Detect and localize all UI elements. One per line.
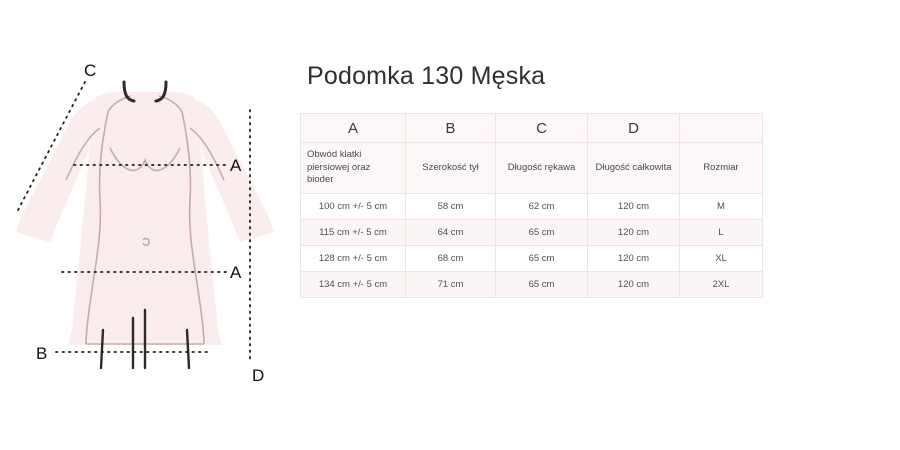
page-title: Podomka 130 Męska <box>307 62 546 90</box>
cell-total-length: 120 cm <box>588 272 680 298</box>
cell-back-width: 64 cm <box>406 220 496 246</box>
cell-back-width: 71 cm <box>406 272 496 298</box>
cell-size: 2XL <box>680 272 763 298</box>
cell-sleeve-length: 62 cm <box>496 194 588 220</box>
label-b-bottom: B <box>36 344 48 363</box>
cell-sleeve-length: 65 cm <box>496 220 588 246</box>
header-desc-size: Rozmiar <box>680 143 763 194</box>
label-a-chest: A <box>230 156 242 175</box>
label-a-hips: A <box>230 263 242 282</box>
label-c-top: C <box>84 61 97 80</box>
cell-back-width: 68 cm <box>406 246 496 272</box>
table-row <box>301 220 763 246</box>
cell-total-length: 120 cm <box>588 246 680 272</box>
garment-shape <box>16 92 274 345</box>
cell-chest: 128 cm +/- 5 cm <box>301 246 406 272</box>
header-desc-total-length: Długość całkowita <box>588 143 680 194</box>
table-row <box>301 194 763 220</box>
table-row <box>301 272 763 298</box>
label-d-right: D <box>252 366 265 385</box>
size-table <box>300 113 763 298</box>
cell-sleeve-length: 65 cm <box>496 272 588 298</box>
cell-size: M <box>680 194 763 220</box>
header-letter-d: D <box>588 114 680 143</box>
header-letter-b: B <box>406 114 496 143</box>
header-letter-e <box>680 114 763 143</box>
header-desc-sleeve-length: Długość rękawa <box>496 143 588 194</box>
cell-chest: 134 cm +/- 5 cm <box>301 272 406 298</box>
table-header-letters <box>301 114 763 143</box>
header-desc-back-width: Szerokość tył <box>406 143 496 194</box>
header-letter-c: C <box>496 114 588 143</box>
cell-back-width: 58 cm <box>406 194 496 220</box>
cell-size: XL <box>680 246 763 272</box>
table-row <box>301 246 763 272</box>
cell-chest: 115 cm +/- 5 cm <box>301 220 406 246</box>
table-header-descriptions <box>301 143 763 194</box>
header-letter-a: A <box>301 114 406 143</box>
cell-total-length: 120 cm <box>588 220 680 246</box>
cell-sleeve-length: 65 cm <box>496 246 588 272</box>
cell-total-length: 120 cm <box>588 194 680 220</box>
cell-size: L <box>680 220 763 246</box>
size-info-panel <box>300 62 880 298</box>
garment-diagram <box>0 0 290 450</box>
header-desc-chest: Obwód klatki piersiowej oraz bioder <box>301 143 406 194</box>
cell-chest: 100 cm +/- 5 cm <box>301 194 406 220</box>
